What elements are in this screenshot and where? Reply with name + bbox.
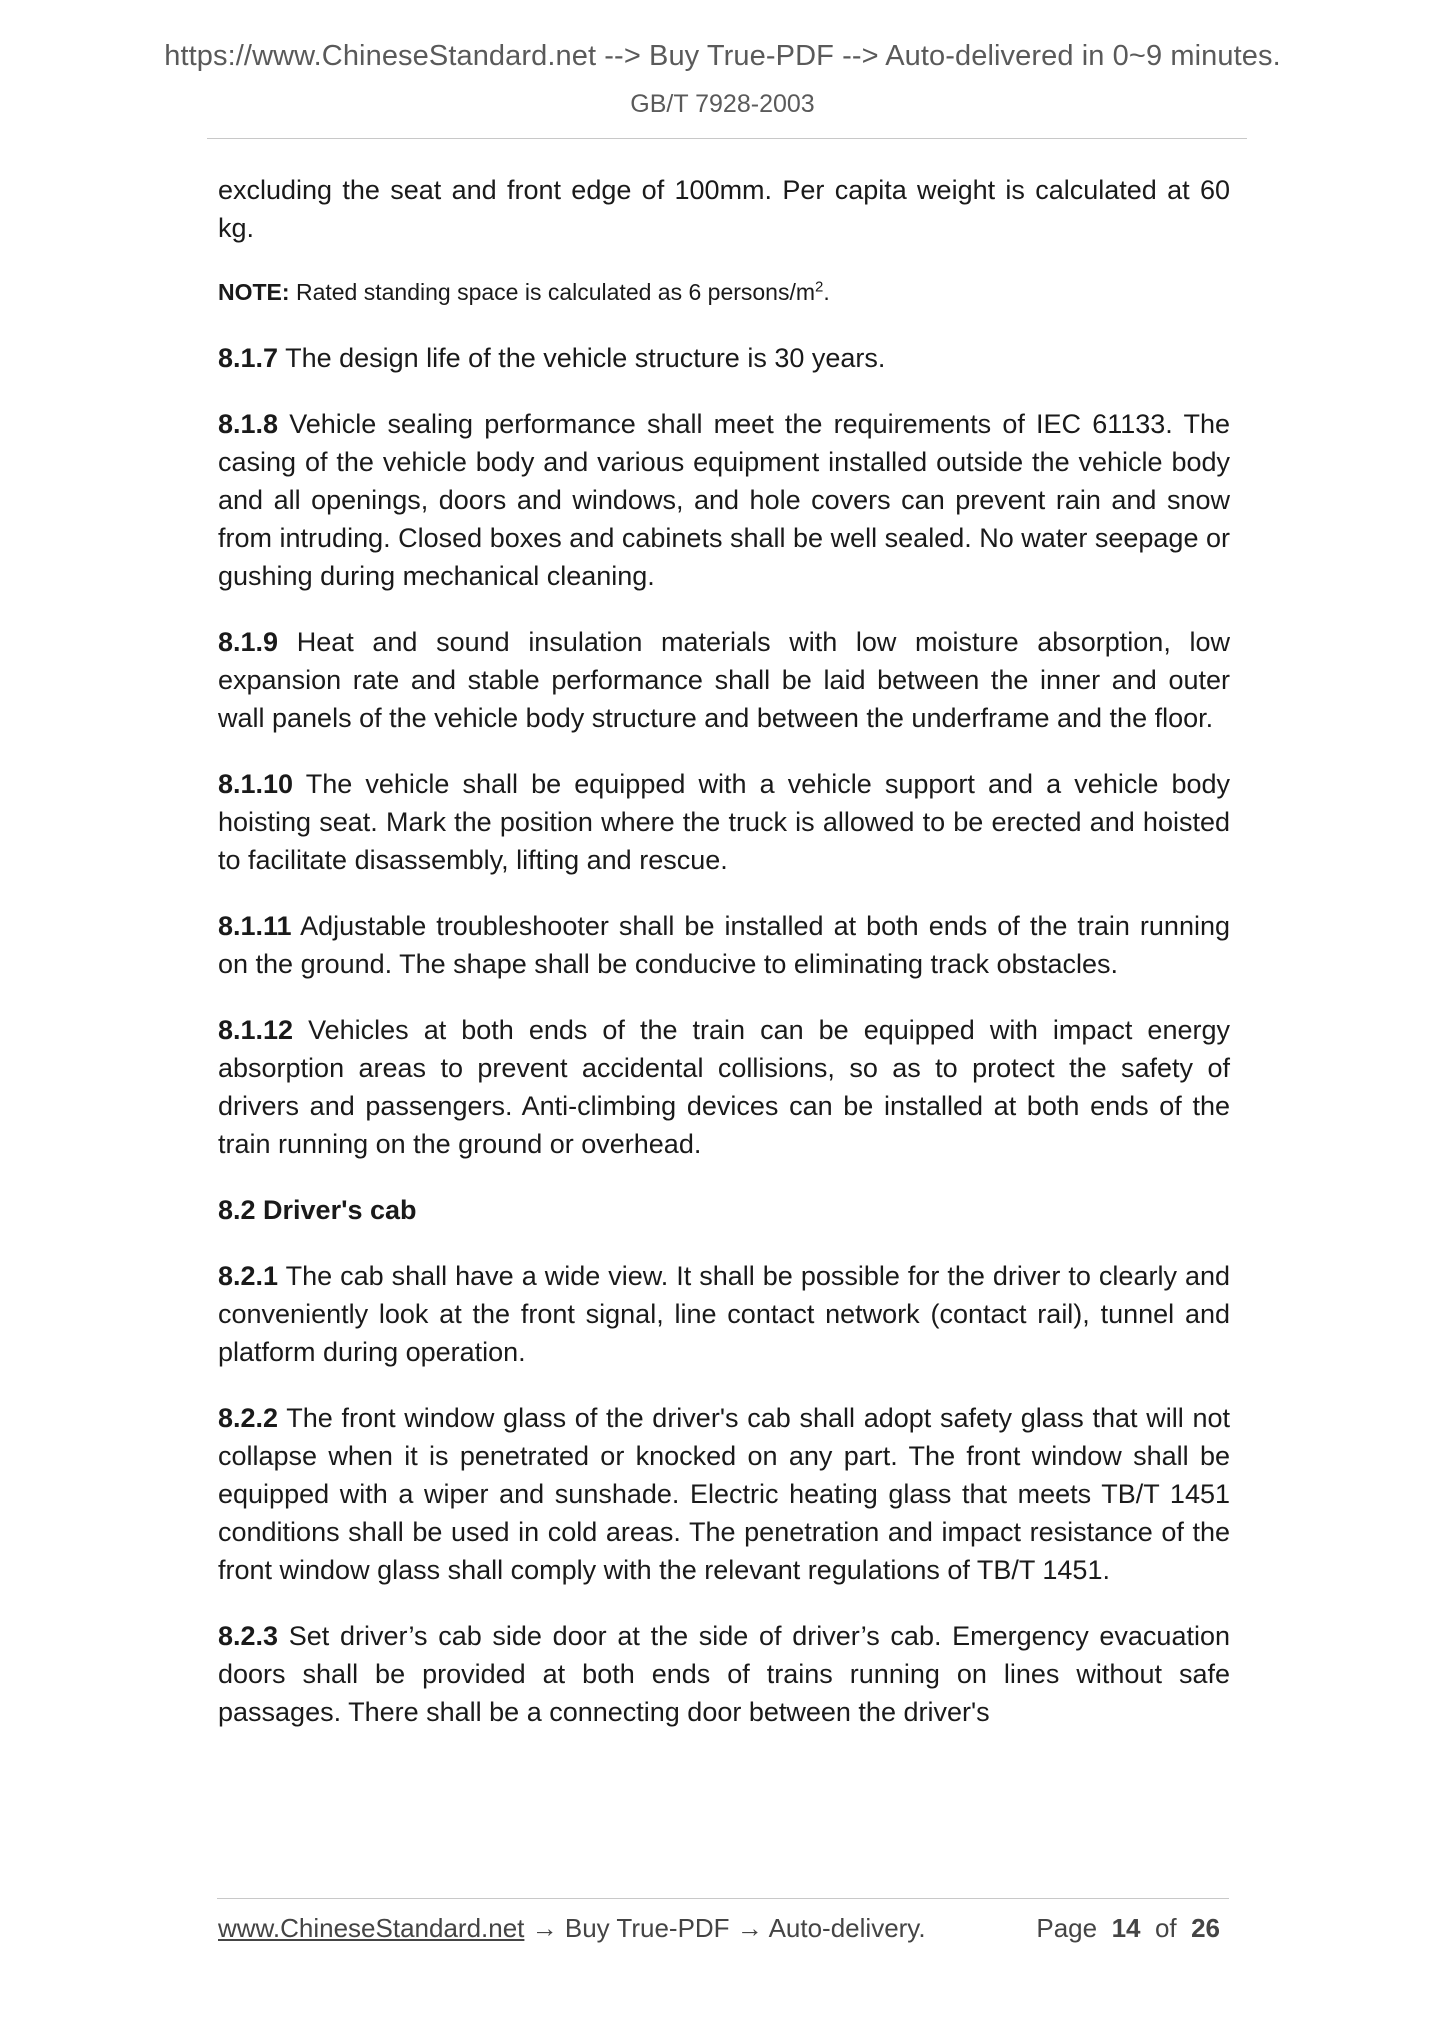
clause-number: 8.2.2 [218,1403,279,1433]
clause-text: Heat and sound insulation materials with low moisture absorption, low expansion rate and stable performance shall be laid between the inner and outer wall panels of the vehicle body structure and between the underframe and the floor. [218,627,1230,733]
clause-text: Adjustable troubleshooter shall be installed at both ends of the train running on the ground. The shape shall be conducive to eliminating track obstacles. [218,911,1230,979]
clause-text: The design life of the vehicle structure is 30 years. [285,343,886,373]
clause-number: 8.1.10 [218,769,294,799]
clause-text: Vehicle sealing performance shall meet the requirements of IEC 61133. The casing of the vehicle body and various equipment installed outside the vehicle body and all openings, doors and windows, and hole covers can prevent rain and snow from intruding. Closed boxes and cabinets shall be well sealed. No water seepage or gushing during mechanical cleaning. [218,409,1230,591]
clause-text: The vehicle shall be equipped with a vehicle support and a vehicle body hoisting seat. Mark the position where the truck is allowed to be erected and hoisted to facilitate disassembly, lifting and rescue. [218,769,1230,875]
clause-text: Set driver’s cab side door at the side of driver’s cab. Emergency evacuation doors shall be provided at both ends of trains running on lines without safe passages. There shall be a connecting door between the driver's [218,1621,1230,1727]
page-current: 14 [1111,1913,1141,1943]
clause-number: 8.2.3 [218,1621,279,1651]
note-end: . [823,279,830,305]
footer-site-link[interactable]: www.ChineseStandard.net [218,1913,525,1943]
clause-8-1-7 [218,339,1230,377]
section-heading-8-2: 8.2 Driver's cab [218,1195,417,1225]
header-doc-code: GB/T 7928-2003 [630,90,815,118]
clause-number: 8.2.1 [218,1261,279,1291]
clause-number: 8.1.11 [218,911,292,941]
footer-divider [217,1898,1229,1899]
header-source-line: https://www.ChineseStandard.net --> Buy True-PDF --> Auto-delivered in 0~9 minutes. [164,40,1281,72]
clause-text: The cab shall have a wide view. It shall be possible for the driver to clearly and conveniently look at the front signal, line contact network (contact rail), tunnel and platform during operation. [218,1261,1231,1367]
clause-8-1-12 [218,1011,1230,1163]
paragraph-continuation: excluding the seat and front edge of 100mm. Per capita weight is calculated at 60 kg. [218,175,1230,243]
page-of: of [1154,1913,1177,1943]
page-indicator [1036,1913,1220,1944]
clause-8-2-3 [218,1617,1230,1731]
note-label: NOTE: [218,279,290,305]
clause-text: Vehicles at both ends of the train can be equipped with impact energy absorption areas to prevent accidental collisions, so as to protect the safety of drivers and passengers. Anti-climbing devices can be installed at both ends of the train running on the ground or overhead. [218,1015,1230,1159]
note-superscript: 2 [815,278,824,296]
clause-8-1-11 [218,907,1230,983]
note-paragraph [218,275,1230,309]
note-text: Rated standing space is calculated as 6 persons/m [295,279,816,305]
footer-tagline: → Buy True-PDF → Auto-delivery. [524,1913,926,1943]
footer-left [218,1913,926,1944]
clause-8-2-1 [218,1257,1230,1371]
clause-8-1-9 [218,623,1230,737]
page-total: 26 [1191,1913,1220,1943]
page-label: Page [1036,1913,1098,1943]
clause-8-2-2 [218,1399,1230,1589]
clause-number: 8.1.12 [218,1015,294,1045]
clause-number: 8.1.9 [218,627,279,657]
page-body [218,171,1230,1759]
clause-8-1-8 [218,405,1230,595]
clause-number: 8.1.8 [218,409,279,439]
header-divider [207,138,1247,139]
clause-text: The front window glass of the driver's cab shall adopt safety glass that will not collapse when it is penetrated or knocked on any part. The front window shall be equipped with a wiper and sunshade. Electric heating glass that meets TB/T 1451 conditions shall be used in cold areas. The penetration and impact resistance of the front window glass shall comply with the relevant regulations of TB/T 1451. [218,1403,1230,1585]
clause-number: 8.1.7 [218,343,279,373]
clause-8-1-10 [218,765,1230,879]
